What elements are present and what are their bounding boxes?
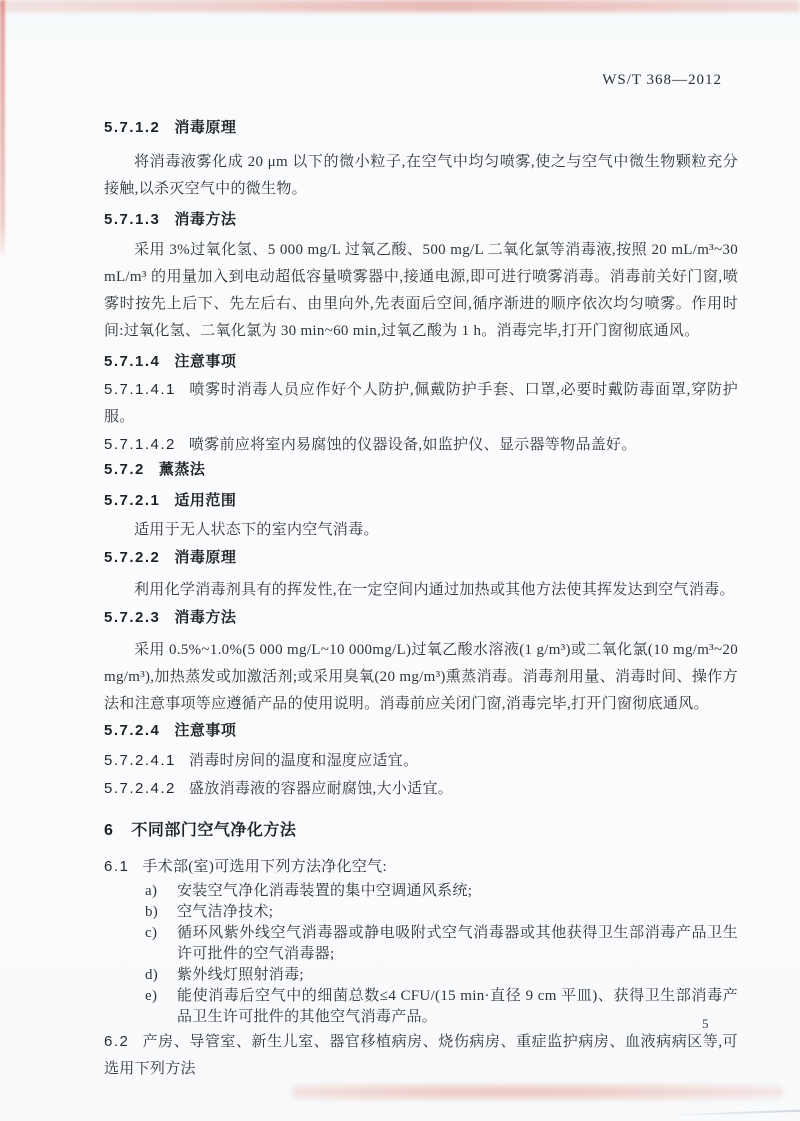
section-title: 消毒原理 (174, 119, 237, 136)
list-item-c (104, 923, 738, 965)
standard-code: WS/T 368—2012 (602, 72, 722, 88)
section-heading-5-7-2 (104, 460, 738, 480)
clause-5-7-1-4-1 (104, 376, 738, 431)
section-number: 5.7.1.3 (104, 211, 161, 228)
clause-number: 5.7.1.4.1 (104, 381, 176, 398)
section-number: 5.7.2.2 (104, 549, 161, 566)
section-heading-5-7-2-3 (104, 608, 738, 628)
paragraph: 采用 0.5%~1.0%(5 000 mg/L~10 000mg/L)过氧乙酸水溶液(1 g/m³)或二氧化氯(10 mg/m³~20 mg/m³),加热蒸发或加激活剂;或采用臭氧(20 mg/m³)熏蒸消毒。消毒剂用量、消毒时间、操作方法和注意事项等应遵循产品的使用说明。消毒前应关闭门窗,消毒完毕,打开门窗彻底通风。 (104, 642, 738, 712)
clause-text: 盛放消毒液的容器应耐腐蚀,大小适宜。 (188, 781, 454, 797)
section-heading-5-7-1-3 (104, 210, 738, 230)
section-heading-5-7-2-4 (104, 721, 738, 741)
paragraph: 将消毒液雾化成 20 μm 以下的微小粒子,在空气中均匀喷雾,使之与空气中微生物颗粒充分接触,以杀灭空气中的微生物。 (104, 154, 738, 197)
section-number: 5.7.1.2 (104, 119, 161, 136)
chapter-heading-6 (104, 820, 738, 841)
list-item-text: 空气洁净技术; (177, 904, 274, 920)
clause-6-2 (104, 1028, 738, 1083)
clause-number: 5.7.1.4.2 (104, 436, 176, 453)
list-marker: c) (145, 925, 158, 941)
section-title: 注意事项 (174, 353, 237, 370)
list-marker: d) (145, 967, 159, 983)
list-item-text: 安装空气净化消毒装置的集中空调通风系统; (177, 883, 473, 899)
list-marker: b) (145, 904, 159, 920)
document-content (104, 0, 738, 1083)
clause-number: 6.1 (104, 858, 130, 875)
section-heading-5-7-2-2 (104, 548, 738, 568)
list-marker: a) (145, 883, 158, 899)
clause-5-7-2-4-1 (104, 747, 738, 775)
list-item-a (104, 881, 738, 902)
scan-artifact-bottom-smear (292, 1084, 784, 1100)
list-item-d (104, 965, 738, 986)
section-number: 5.7.2 (104, 461, 145, 478)
clause-number: 6.2 (104, 1033, 130, 1050)
clause-text: 产房、导管室、新生儿室、器官移植病房、烧伤病房、重症监护病房、血液病病区等,可选用下列方法 (104, 1034, 738, 1077)
clause-6-1 (104, 853, 738, 881)
list-item-text: 循环风紫外线空气消毒器或静电吸附式空气消毒器或其他获得卫生部消毒产品卫生许可批件的空气消毒器; (177, 925, 738, 962)
clause-text: 喷雾前应将室内易腐蚀的仪器设备,如监护仪、显示器等物品盖好。 (188, 437, 637, 453)
section-number: 5.7.2.1 (104, 492, 161, 509)
list-item-b (104, 902, 738, 923)
clause-text: 喷雾时消毒人员应作好个人防护,佩戴防护手套、口罩,必要时戴防毒面罩,穿防护服。 (104, 382, 738, 425)
clause-5-7-1-4-2 (104, 431, 738, 459)
section-number: 5.7.2.3 (104, 609, 161, 626)
clause-number: 5.7.2.4.2 (104, 780, 176, 797)
list-item-e (104, 986, 738, 1028)
clause-text: 手术部(室)可选用下列方法净化空气: (142, 859, 387, 875)
page-footer (702, 1016, 709, 1032)
method-list (104, 881, 738, 1028)
paragraph: 适用于无人状态下的室内空气消毒。 (134, 522, 379, 538)
section-heading-5-7-1-4 (104, 352, 738, 372)
chapter-number: 6 (104, 822, 114, 839)
paragraph: 采用 3%过氧化氢、5 000 mg/L 过氧乙酸、500 mg/L 二氧化氯等消毒液,按照 20 mL/m³~30 mL/m³ 的用量加入到电动超低容量喷雾器中,接通电源,即可进行喷雾消毒。消毒前关好门窗,喷雾时按先上后下、先左后右、由里向外,先表面后空间,循序渐进的顺序依次均匀喷雾。作用时间:过氧化氢、二氧化氯为 30 min~60 min,过氧乙酸为 1 h。消毒完毕,打开门窗彻底通风。 (104, 242, 738, 339)
list-item-text: 能使消毒后空气中的细菌总数≤4 CFU/(15 min·直径 9 cm 平皿)、获得卫生部消毒产品卫生许可批件的其他空气消毒产品。 (177, 988, 738, 1025)
page-number: 5 (702, 1016, 709, 1031)
clause-number: 5.7.2.4.1 (104, 752, 176, 769)
clause-text: 消毒时房间的温度和湿度应适宜。 (188, 753, 419, 769)
list-marker: e) (145, 988, 158, 1004)
section-heading-5-7-2-1 (104, 491, 738, 511)
section-title: 适用范围 (174, 492, 237, 509)
section-title: 消毒方法 (174, 609, 237, 626)
clause-5-7-2-4-2 (104, 775, 738, 803)
section-number: 5.7.2.4 (104, 722, 161, 739)
paragraph: 利用化学消毒剂具有的挥发性,在一定空间内通过加热或其他方法使其挥发达到空气消毒。 (134, 582, 735, 598)
section-title: 注意事项 (174, 722, 237, 739)
section-title: 消毒方法 (174, 211, 237, 228)
section-title: 消毒原理 (174, 549, 237, 566)
section-title: 薰蒸法 (158, 461, 206, 478)
section-number: 5.7.1.4 (104, 353, 161, 370)
chapter-title: 不同部门空气净化方法 (131, 822, 297, 839)
scan-artifact-left-line (0, 0, 5, 258)
section-heading-5-7-1-2 (104, 118, 738, 138)
scan-artifact-corner-line (668, 1110, 800, 1117)
list-item-text: 紫外线灯照射消毒; (177, 967, 304, 983)
